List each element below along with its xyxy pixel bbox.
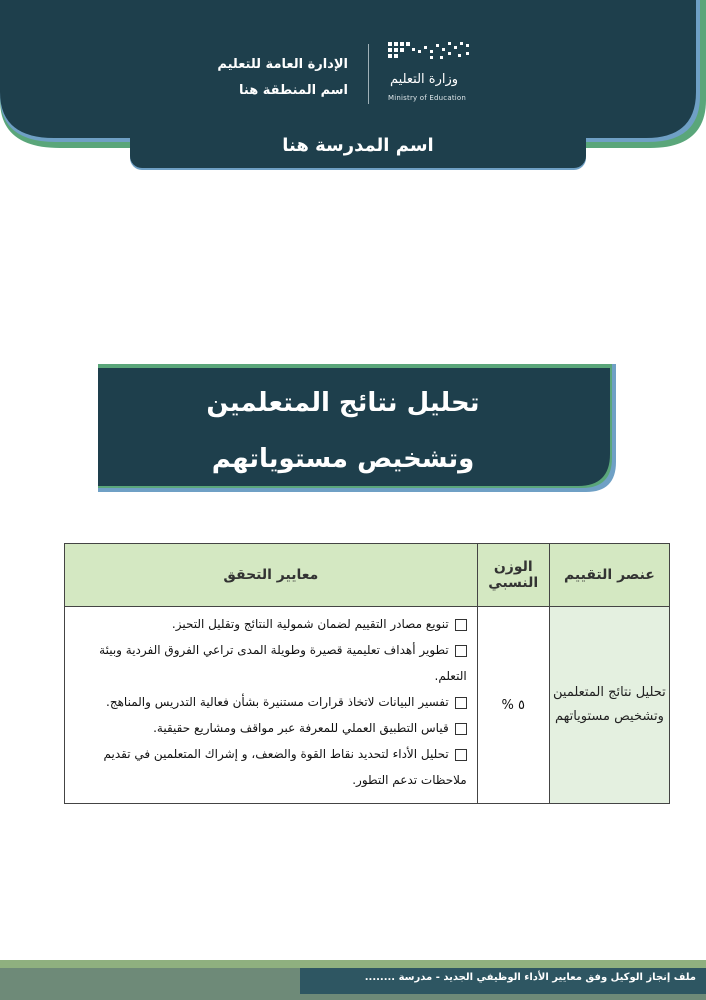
element-cell: تحليل نتائج المتعلمين وتشخيص مستوياتهم (549, 607, 669, 804)
criteria-item (85, 689, 467, 715)
checkbox-icon[interactable] (455, 723, 467, 735)
title-line-1: تحليل نتائج المتعلمين (206, 388, 480, 418)
evaluation-table (64, 543, 670, 804)
criteria-item (85, 715, 467, 741)
table-header-row (65, 544, 670, 607)
title-line-2: وتشخيص مستوياتهم (211, 444, 475, 474)
admin-block (217, 52, 348, 104)
criteria-cell (65, 607, 478, 804)
weight-cell: ٥ % (477, 607, 549, 804)
school-name: اسم المدرسة هنا (130, 126, 586, 168)
footer-text: ملف إنجاز الوكيل وفق معايير الأداء الوظيفي الجديد - مدرسة ........ (364, 972, 696, 983)
criteria-text: تطوير أهداف تعليمية قصيرة وطويلة المدى تراعي الفروق الفردية وبيئة التعلم. (99, 643, 467, 683)
header-weight: الوزن النسبي (477, 544, 549, 607)
checkbox-icon[interactable] (455, 697, 467, 709)
checkbox-icon[interactable] (455, 645, 467, 657)
checkbox-icon[interactable] (455, 749, 467, 761)
criteria-text: تحليل الأداء لتحديد نقاط القوة والضعف، و إشراك المتعلمين في تقديم ملاحظات تدعم التطور. (103, 747, 467, 787)
ministry-name-en: Ministry of Education (388, 94, 467, 102)
criteria-item (85, 611, 467, 637)
ministry-logo (386, 38, 486, 108)
header-element: عنصر التقييم (549, 544, 669, 607)
admin-name: الإدارة العامة للتعليم (217, 57, 348, 72)
header-divider (368, 44, 369, 104)
criteria-item (85, 741, 467, 793)
criteria-text: تفسير البيانات لاتخاذ قرارات مستنيرة بشأن فعالية التدريس والمناهج. (106, 695, 449, 709)
criteria-text: تنويع مصادر التقييم لضمان شمولية النتائج وتقليل التحيز. (171, 617, 449, 631)
header-criteria: معايير التحقق (65, 544, 478, 607)
page-title (98, 375, 588, 487)
footer-stripe (0, 960, 706, 968)
criteria-item (85, 637, 467, 689)
checkbox-icon[interactable] (455, 619, 467, 631)
table-row (65, 607, 670, 804)
region-name: اسم المنطقة هنا (239, 83, 348, 98)
criteria-text: قياس التطبيق العملي للمعرفة عبر مواقف ومشاريع حقيقية. (153, 721, 449, 735)
ministry-name-ar: وزارة التعليم (390, 72, 459, 87)
ministry-dots-icon (386, 38, 476, 68)
